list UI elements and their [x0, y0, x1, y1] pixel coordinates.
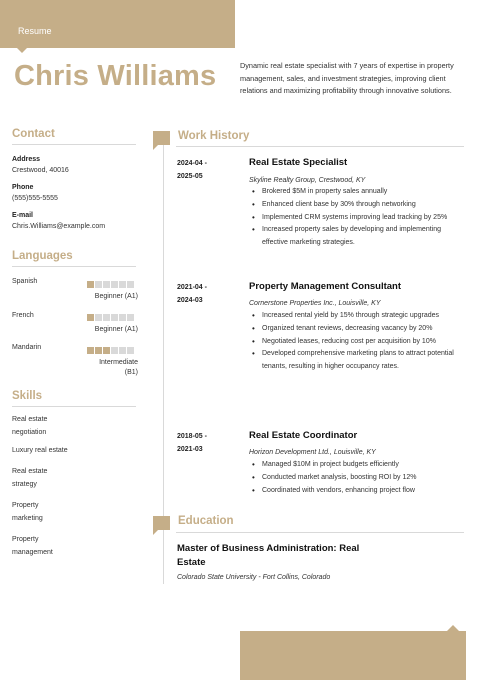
rating-box: [111, 347, 118, 354]
job-bullet: • Managed $10M in project budgets efficiently: [251, 459, 466, 472]
education-rule: [176, 532, 464, 533]
rating-box: [95, 314, 102, 321]
education-marker: [153, 516, 170, 530]
job-date: [177, 281, 207, 307]
job-bullet: • Implemented CRM systems improving lead tracking by 25%: [251, 212, 466, 225]
language-level: Beginner (A1): [94, 293, 138, 300]
skills-heading: Skills: [12, 390, 43, 402]
job-bullet: • Organized tenant reviews, decreasing vacancy by 20%: [251, 323, 466, 336]
resume-tab: [0, 0, 235, 48]
skill-line1: Real estate: [12, 468, 48, 475]
skill-item: [12, 465, 82, 491]
address-label: Address: [12, 156, 41, 163]
language-level-line2: (B1): [124, 369, 138, 376]
contact-rule: [12, 144, 136, 145]
job-bullets: [251, 459, 466, 497]
skill-line2: marketing: [12, 515, 43, 522]
rating-box-filled: [95, 347, 102, 354]
job-date-end: 2024-03: [177, 297, 203, 304]
job-bullet: • Increased property sales by developing and implementing effective marketing strategies.: [251, 224, 466, 250]
skill-line1: Luxury real estate: [12, 447, 68, 454]
job-bullet: • Coordinated with vendors, enhancing project flow: [251, 485, 466, 498]
job-title: Real Estate Coordinator: [249, 430, 358, 441]
skill-item: [12, 499, 82, 525]
skill-line1: Property: [12, 536, 39, 543]
skill-line1: Real estate: [12, 416, 48, 423]
education-heading: Education: [178, 515, 234, 527]
rating-box: [111, 314, 118, 321]
work-history-heading: Work History: [178, 130, 250, 142]
job-bullet: • Enhanced client base by 30% through networking: [251, 199, 466, 212]
rating-box: [127, 314, 134, 321]
languages-heading: Languages: [12, 250, 73, 262]
tab-notch: [17, 48, 27, 53]
resume-tab-label: Resume: [18, 26, 52, 36]
rating-box: [103, 314, 110, 321]
languages-list: [12, 267, 136, 379]
education-school: Colorado State University - Fort Collins, Colorado: [177, 574, 331, 581]
job-title: Property Management Consultant: [249, 281, 402, 292]
left-column: [12, 128, 136, 567]
phone-value: (555)555-5555: [12, 195, 58, 202]
job-company: Skyline Realty Group, Crestwood, KY: [249, 177, 366, 184]
rating-box: [103, 281, 110, 288]
rating-box-filled: [87, 347, 94, 354]
language-name: Spanish: [12, 278, 38, 285]
skill-item: [12, 444, 82, 457]
job-date: [177, 157, 207, 183]
job-date-start: 2024-04 -: [177, 160, 207, 167]
email-value[interactable]: Chris.Williams@example.com: [12, 223, 106, 230]
job-company: Cornerstone Properties Inc., Louisville, KY: [249, 300, 381, 307]
footer-block: [240, 631, 466, 680]
contact-heading: Contact: [12, 128, 55, 140]
skill-item: [12, 533, 82, 559]
job-company: Horizon Development Ltd., Louisville, KY: [249, 449, 376, 456]
job-bullets: [251, 310, 466, 374]
job-date: [177, 430, 207, 456]
skill-line2: negotiation: [12, 429, 47, 436]
language-name: Mandarin: [12, 344, 42, 351]
job-date-end: 2025-05: [177, 173, 203, 180]
rating-box: [127, 347, 134, 354]
footer-notch: [447, 625, 459, 631]
rating-box-filled: [87, 281, 94, 288]
job-title: Real Estate Specialist: [249, 157, 348, 168]
language-level: [99, 358, 138, 378]
rating-box-filled: [87, 314, 94, 321]
job-bullet: • Brokered $5M in property sales annually: [251, 186, 466, 199]
skill-line1: Property: [12, 502, 39, 509]
email-label: E-mail: [12, 212, 34, 219]
work-history-marker: [153, 131, 170, 145]
education-degree: Master of Business Administration: Real Estate: [177, 543, 360, 568]
job-bullet: • Developed comprehensive marketing plans to attract potential tenants, resulting in higher occupancy rates.: [251, 348, 466, 374]
language-name: French: [12, 312, 34, 319]
phone-label: Phone: [12, 184, 34, 191]
rating-box: [111, 281, 118, 288]
rating-box: [95, 281, 102, 288]
work-history-rule: [176, 146, 464, 147]
job-date-end: 2021-03: [177, 446, 203, 453]
rating-box: [119, 347, 126, 354]
job-bullet: • Negotiated leases, reducing cost per acquisition by 10%: [251, 336, 466, 349]
rating-box-filled: [103, 347, 110, 354]
language-rating: [87, 347, 134, 354]
language-level-line1: Intermediate: [99, 359, 138, 366]
skills-list: [12, 407, 136, 567]
skill-line2: strategy: [12, 481, 37, 488]
rating-box: [119, 281, 126, 288]
language-level: Beginner (A1): [94, 326, 138, 333]
language-rating: [87, 314, 134, 321]
rating-box: [127, 281, 134, 288]
job-date-start: 2018-05 -: [177, 433, 207, 440]
job-bullet: • Increased rental yield by 15% through strategic upgrades: [251, 310, 466, 323]
address-value: Crestwood, 40016: [12, 167, 69, 174]
candidate-name: Chris Williams: [14, 60, 217, 92]
job-date-start: 2021-04 -: [177, 284, 207, 291]
rating-box: [119, 314, 126, 321]
skill-line2: management: [12, 549, 53, 556]
skill-item: [12, 413, 82, 439]
job-bullet: • Conducted market analysis, boosting ROI by 12%: [251, 472, 466, 485]
summary-text: Dynamic real estate specialist with 7 years of expertise in property management, sales, and investment strategies, improving client relations and maximizing profitability through innovative solutions.: [240, 61, 454, 96]
job-bullets: [251, 186, 466, 250]
language-rating: [87, 281, 134, 288]
